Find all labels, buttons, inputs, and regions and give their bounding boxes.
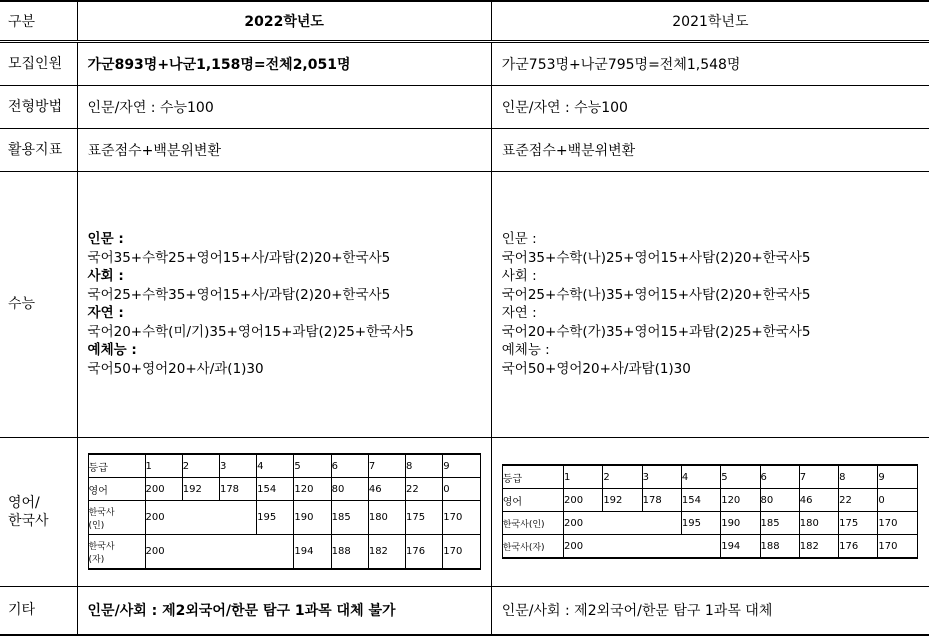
english-score-cell: 0 (878, 489, 917, 512)
history-ja-row-2021 (502, 535, 917, 559)
other-2021: 인문/사회 : 제2외국어/한문 탐구 1과목 대체 (491, 586, 929, 635)
grade-cell: 6 (760, 465, 799, 489)
grade-label-2021: 등급 (502, 465, 563, 489)
label-english-line1: 영어/ (8, 494, 40, 511)
history-score-cell: 170 (878, 512, 917, 535)
csat-2021-body-3: 국어50+영어20+사/과탐(1)30 (501, 360, 691, 377)
grade-cell: 7 (368, 454, 405, 478)
recruit-2021: 가군753명+나군795명=전체1,548명 (491, 41, 929, 85)
grade-cell: 2 (603, 465, 642, 489)
history-in-label-2022 (88, 501, 145, 535)
grade-cell: 9 (443, 454, 480, 478)
csat-2022-body-0: 국어35+수학25+영어15+사/과탐(2)20+한국사5 (87, 249, 391, 266)
grade-row-2022 (88, 454, 480, 478)
history-score-cell: 185 (331, 501, 368, 535)
history-score-cell: 175 (839, 512, 878, 535)
label-english-history (0, 437, 77, 586)
history-score-cell: 194 (294, 535, 331, 570)
csat-2021-head-0: 인문 : (501, 231, 537, 247)
header-2022: 2022학년도 (77, 1, 491, 41)
grade-cell: 9 (878, 465, 917, 489)
grade-label-2022: 등급 (88, 454, 145, 478)
english-score-cell: 46 (368, 478, 405, 501)
english-2021-cell (491, 437, 929, 586)
history-ja-row-2022 (88, 535, 480, 570)
english-score-cell: 46 (799, 489, 838, 512)
label-english-line2: 한국사 (8, 512, 49, 529)
row-method (0, 85, 929, 128)
csat-2022-head-0: 인문 : (87, 231, 124, 247)
english-score-row-2021 (502, 489, 917, 512)
header-row (0, 1, 929, 41)
row-recruit (0, 41, 929, 85)
english-score-cell: 200 (145, 478, 182, 501)
english-score-cell: 80 (331, 478, 368, 501)
grade-cell: 6 (331, 454, 368, 478)
grade-cell: 3 (642, 465, 681, 489)
grade-table-2022 (88, 453, 481, 570)
history-in-row-2021 (502, 512, 917, 535)
index-2022: 표준점수+백분위변환 (77, 128, 491, 171)
history-in-label-2021: 한국사(인) (502, 512, 563, 535)
english-score-cell: 80 (760, 489, 799, 512)
history-score-cell: 188 (760, 535, 799, 559)
english-score-row-2022 (88, 478, 480, 501)
english-label-2021: 영어 (502, 489, 563, 512)
csat-2022-head-1: 사회 : (87, 268, 124, 284)
english-label-2022: 영어 (88, 478, 145, 501)
csat-2022-body-1: 국어25+수학35+영어15+사/과탐(2)20+한국사5 (87, 286, 391, 303)
csat-2021-body-0: 국어35+수학(나)25+영어15+사탐(2)20+한국사5 (501, 249, 811, 266)
grade-cell: 1 (564, 465, 603, 489)
english-score-cell: 178 (642, 489, 681, 512)
english-score-cell: 192 (603, 489, 642, 512)
english-score-cell: 192 (182, 478, 219, 501)
row-csat (0, 171, 929, 437)
csat-2021-body-1: 국어25+수학(나)35+영어15+사탐(2)20+한국사5 (501, 286, 811, 303)
english-score-cell: 120 (721, 489, 760, 512)
grade-cell: 7 (799, 465, 838, 489)
history-score-cell: 180 (799, 512, 838, 535)
history-ja-label-text: 한국사 (88, 541, 115, 552)
csat-2021-head-1: 사회 : (501, 268, 537, 284)
history-score-cell: 182 (368, 535, 405, 570)
grade-cell: 4 (681, 465, 720, 489)
row-index (0, 128, 929, 171)
history-ja-label-2021: 한국사(자) (502, 535, 563, 559)
grade-cell: 5 (294, 454, 331, 478)
history-in-row-2022 (88, 501, 480, 535)
csat-2022 (77, 171, 491, 437)
grade-cell: 2 (182, 454, 219, 478)
other-2022: 인문/사회 : 제2외국어/한문 탐구 1과목 대체 불가 (77, 586, 491, 635)
history-score-cell: 182 (799, 535, 838, 559)
history-score-cell: 188 (331, 535, 368, 570)
label-csat: 수능 (0, 171, 77, 437)
row-english-history (0, 437, 929, 586)
method-2022: 인문/자연 : 수능100 (77, 85, 491, 128)
english-score-cell: 120 (294, 478, 331, 501)
method-2021: 인문/자연 : 수능100 (491, 85, 929, 128)
history-ja-label-sub: (자) (88, 554, 105, 565)
history-score-cell: 195 (681, 512, 720, 535)
label-other: 기타 (0, 586, 77, 635)
english-score-cell: 200 (564, 489, 603, 512)
history-ja-first: 200 (145, 535, 294, 570)
header-2021: 2021학년도 (491, 1, 929, 41)
history-ja-first: 200 (564, 535, 721, 559)
english-score-cell: 154 (681, 489, 720, 512)
history-score-cell: 170 (878, 535, 917, 559)
csat-2021-head-3: 예체능 : (501, 342, 550, 358)
recruit-2022: 가군893명+나군1,158명=전체2,051명 (77, 41, 491, 85)
csat-2021 (491, 171, 929, 437)
history-score-cell: 195 (257, 501, 294, 535)
csat-2022-head-2: 자연 : (87, 305, 124, 321)
grade-cell: 8 (839, 465, 878, 489)
english-2022-cell (77, 437, 491, 586)
csat-2022-body-2: 국어20+수학(미/기)35+영어15+과탐(2)25+한국사5 (87, 323, 414, 340)
history-score-cell: 170 (443, 501, 480, 535)
csat-2022-head-3: 예체능 : (87, 342, 137, 358)
history-score-cell: 194 (721, 535, 760, 559)
history-ja-label-2022 (88, 535, 145, 570)
grade-cell: 8 (406, 454, 443, 478)
history-score-cell: 176 (839, 535, 878, 559)
english-score-cell: 154 (257, 478, 294, 501)
english-score-cell: 0 (443, 478, 480, 501)
history-score-cell: 175 (406, 501, 443, 535)
index-2021: 표준점수+백분위변환 (491, 128, 929, 171)
history-in-first: 200 (145, 501, 257, 535)
history-score-cell: 180 (368, 501, 405, 535)
english-score-cell: 178 (219, 478, 256, 501)
header-category: 구분 (0, 1, 77, 41)
grade-cell: 1 (145, 454, 182, 478)
row-other (0, 586, 929, 635)
history-score-cell: 170 (443, 535, 480, 570)
english-score-cell: 22 (839, 489, 878, 512)
csat-2022-body-3: 국어50+영어20+사/과(1)30 (87, 360, 264, 377)
english-score-cell: 22 (406, 478, 443, 501)
history-score-cell: 190 (294, 501, 331, 535)
history-in-label-sub: (인) (88, 520, 105, 531)
history-score-cell: 190 (721, 512, 760, 535)
grade-table-2021 (502, 464, 918, 559)
label-index: 활용지표 (0, 128, 77, 171)
history-score-cell: 176 (406, 535, 443, 570)
history-score-cell: 185 (760, 512, 799, 535)
csat-2021-head-2: 자연 : (501, 305, 537, 321)
history-in-first: 200 (564, 512, 682, 535)
grade-row-2021 (502, 465, 917, 489)
grade-cell: 3 (219, 454, 256, 478)
label-method: 전형방법 (0, 85, 77, 128)
label-recruit: 모집인원 (0, 41, 77, 85)
grade-cell: 4 (257, 454, 294, 478)
csat-2021-body-2: 국어20+수학(가)35+영어15+과탐(2)25+한국사5 (501, 323, 811, 340)
grade-cell: 5 (721, 465, 760, 489)
history-in-label-text: 한국사 (88, 507, 115, 518)
